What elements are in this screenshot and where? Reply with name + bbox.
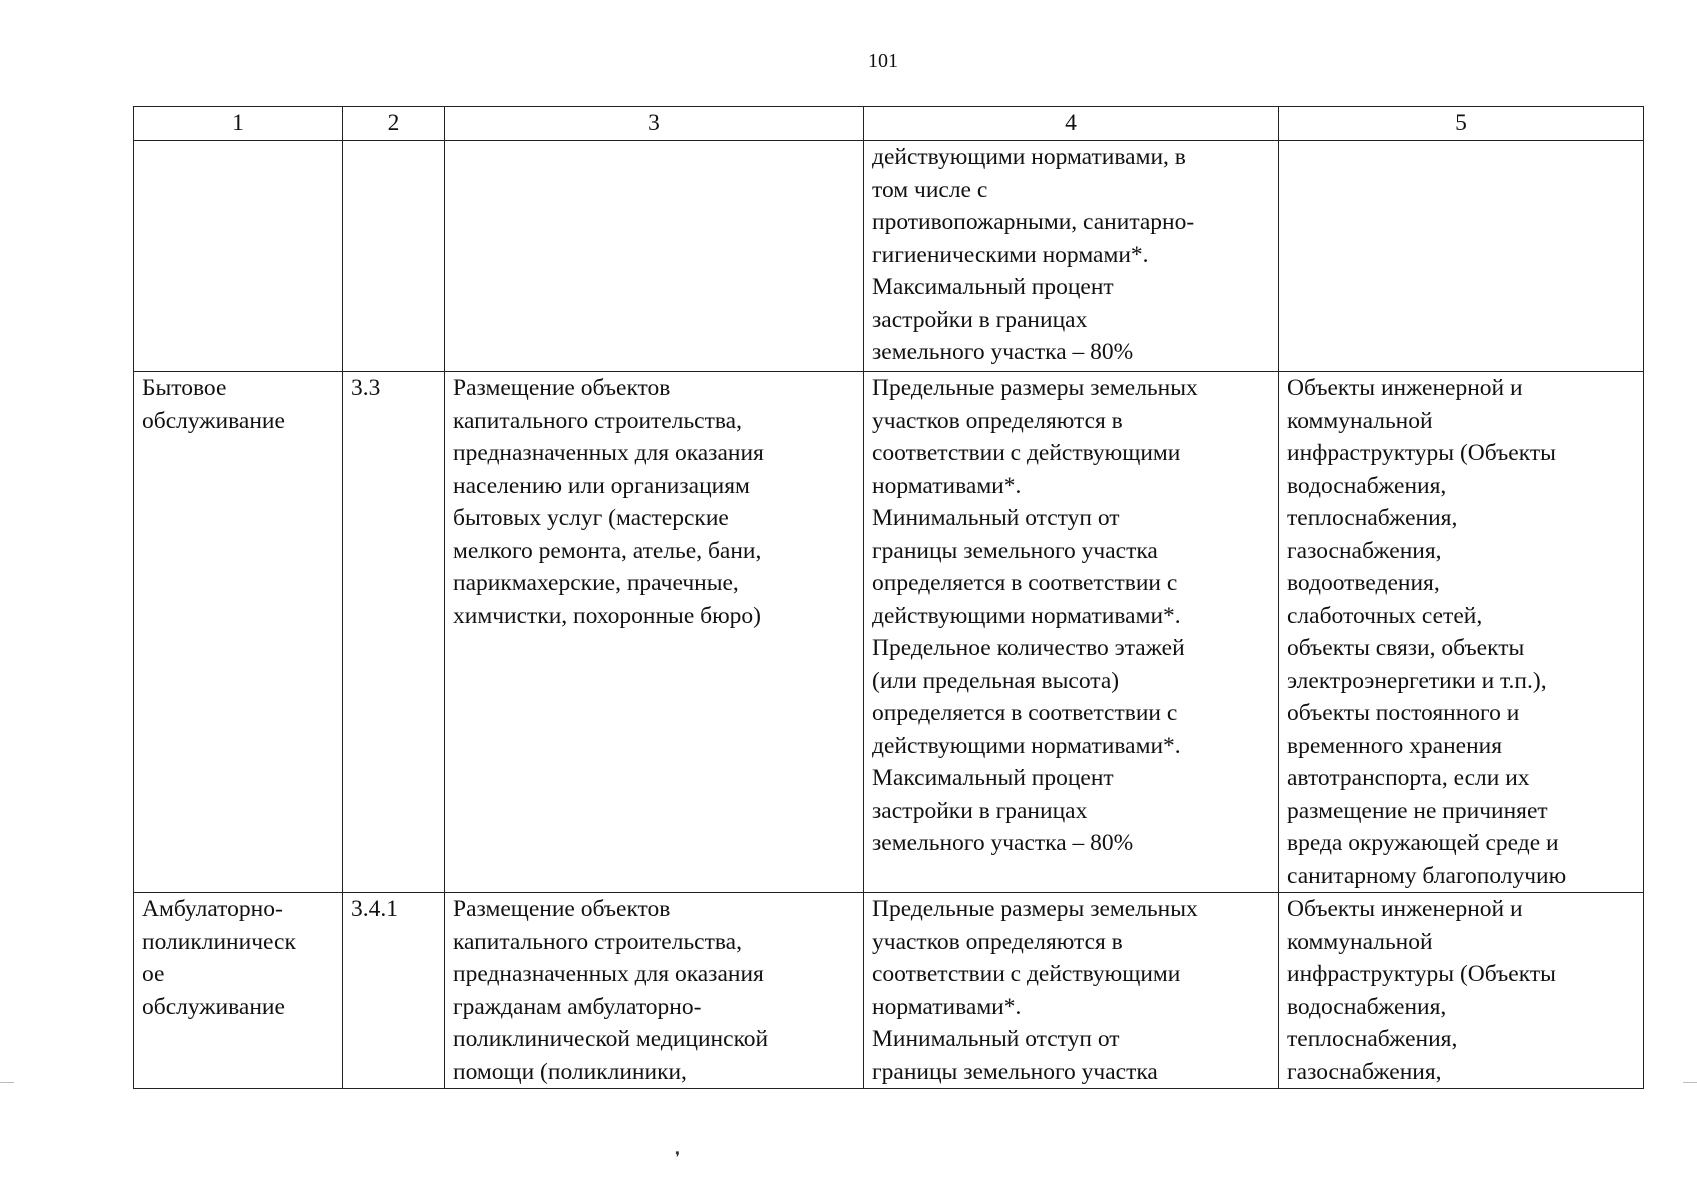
scan-artifact-mark: ❜	[675, 1150, 681, 1167]
cell-text: Бытовое обслуживание	[142, 375, 285, 434]
cell-parameters	[864, 372, 1279, 893]
cell-text: 3.4.1	[351, 896, 398, 922]
cell-text: Предельные размеры земельных участков определяются в соответствии с действующими нормативами*. Минимальный отступ от границы земельного участка определяется в соответствии с действующими нормативами*. Предельное количество этажей (или предельная высота) определяется в соответствии с действующими нормативами*. Максимальный процент застройки в границах земельного участка – 80%	[872, 375, 1198, 856]
column-header-5: 5	[1279, 107, 1644, 141]
cell-name	[134, 372, 343, 893]
cell-text: Объекты инженерной и коммунальной инфраструктуры (Объекты водоснабжения, теплоснабжения, газоснабжения, водоотведения, слаботочных сетей, объекты связи, объекты электроэнергетики и т.п.), объекты постоянного и временного хранения автотранспорта, если их размещение не причиняет вреда окружающей среде и санитарному благополучию	[1287, 375, 1567, 889]
column-header-4: 4	[864, 107, 1279, 141]
cell-auxiliary	[1279, 141, 1644, 372]
land-use-table	[133, 106, 1644, 1089]
cell-text: 3.3	[351, 375, 381, 401]
cell-description	[445, 141, 864, 372]
cell-text: Размещение объектов капитального строительства, предназначенных для оказания населению или организациям бытовых услуг (мастерские мелкого ремонта, ателье, бани, парикмахерские, прачечные, химчистки, похоронные бюро)	[453, 375, 764, 629]
table-row	[134, 893, 1644, 1089]
cell-text: действующими нормативами, в том числе с противопожарными, санитарно- гигиеническими нормами*. Максимальный процент застройки в границах земельного участка – 80%	[872, 144, 1195, 365]
cell-text: Размещение объектов капитального строительства, предназначенных для оказания гражданам амбулаторно- поликлинической медицинской помощи (поликлиники,	[453, 896, 769, 1085]
cell-code	[343, 141, 445, 372]
cell-parameters	[864, 141, 1279, 372]
cell-code	[343, 372, 445, 893]
cell-description	[445, 893, 864, 1089]
page-number: 101	[868, 50, 898, 72]
table-header-row	[134, 107, 1644, 141]
cell-name	[134, 893, 343, 1089]
cell-text: Амбулаторно- поликлиническ ое обслуживание	[142, 896, 296, 1020]
table-row	[134, 372, 1644, 893]
cell-text: Объекты инженерной и коммунальной инфраструктуры (Объекты водоснабжения, теплоснабжения, газоснабжения,	[1287, 896, 1556, 1085]
margin-tick-left	[0, 1082, 14, 1083]
cell-auxiliary	[1279, 372, 1644, 893]
column-header-3: 3	[445, 107, 864, 141]
table-row	[134, 141, 1644, 372]
cell-description	[445, 372, 864, 893]
cell-auxiliary	[1279, 893, 1644, 1089]
cell-code	[343, 893, 445, 1089]
cell-parameters	[864, 893, 1279, 1089]
cell-name	[134, 141, 343, 372]
cell-text: Предельные размеры земельных участков определяются в соответствии с действующими нормативами*. Минимальный отступ от границы земельного участка	[872, 896, 1198, 1085]
column-header-2: 2	[343, 107, 445, 141]
margin-tick-right	[1683, 1082, 1697, 1083]
column-header-1: 1	[134, 107, 343, 141]
